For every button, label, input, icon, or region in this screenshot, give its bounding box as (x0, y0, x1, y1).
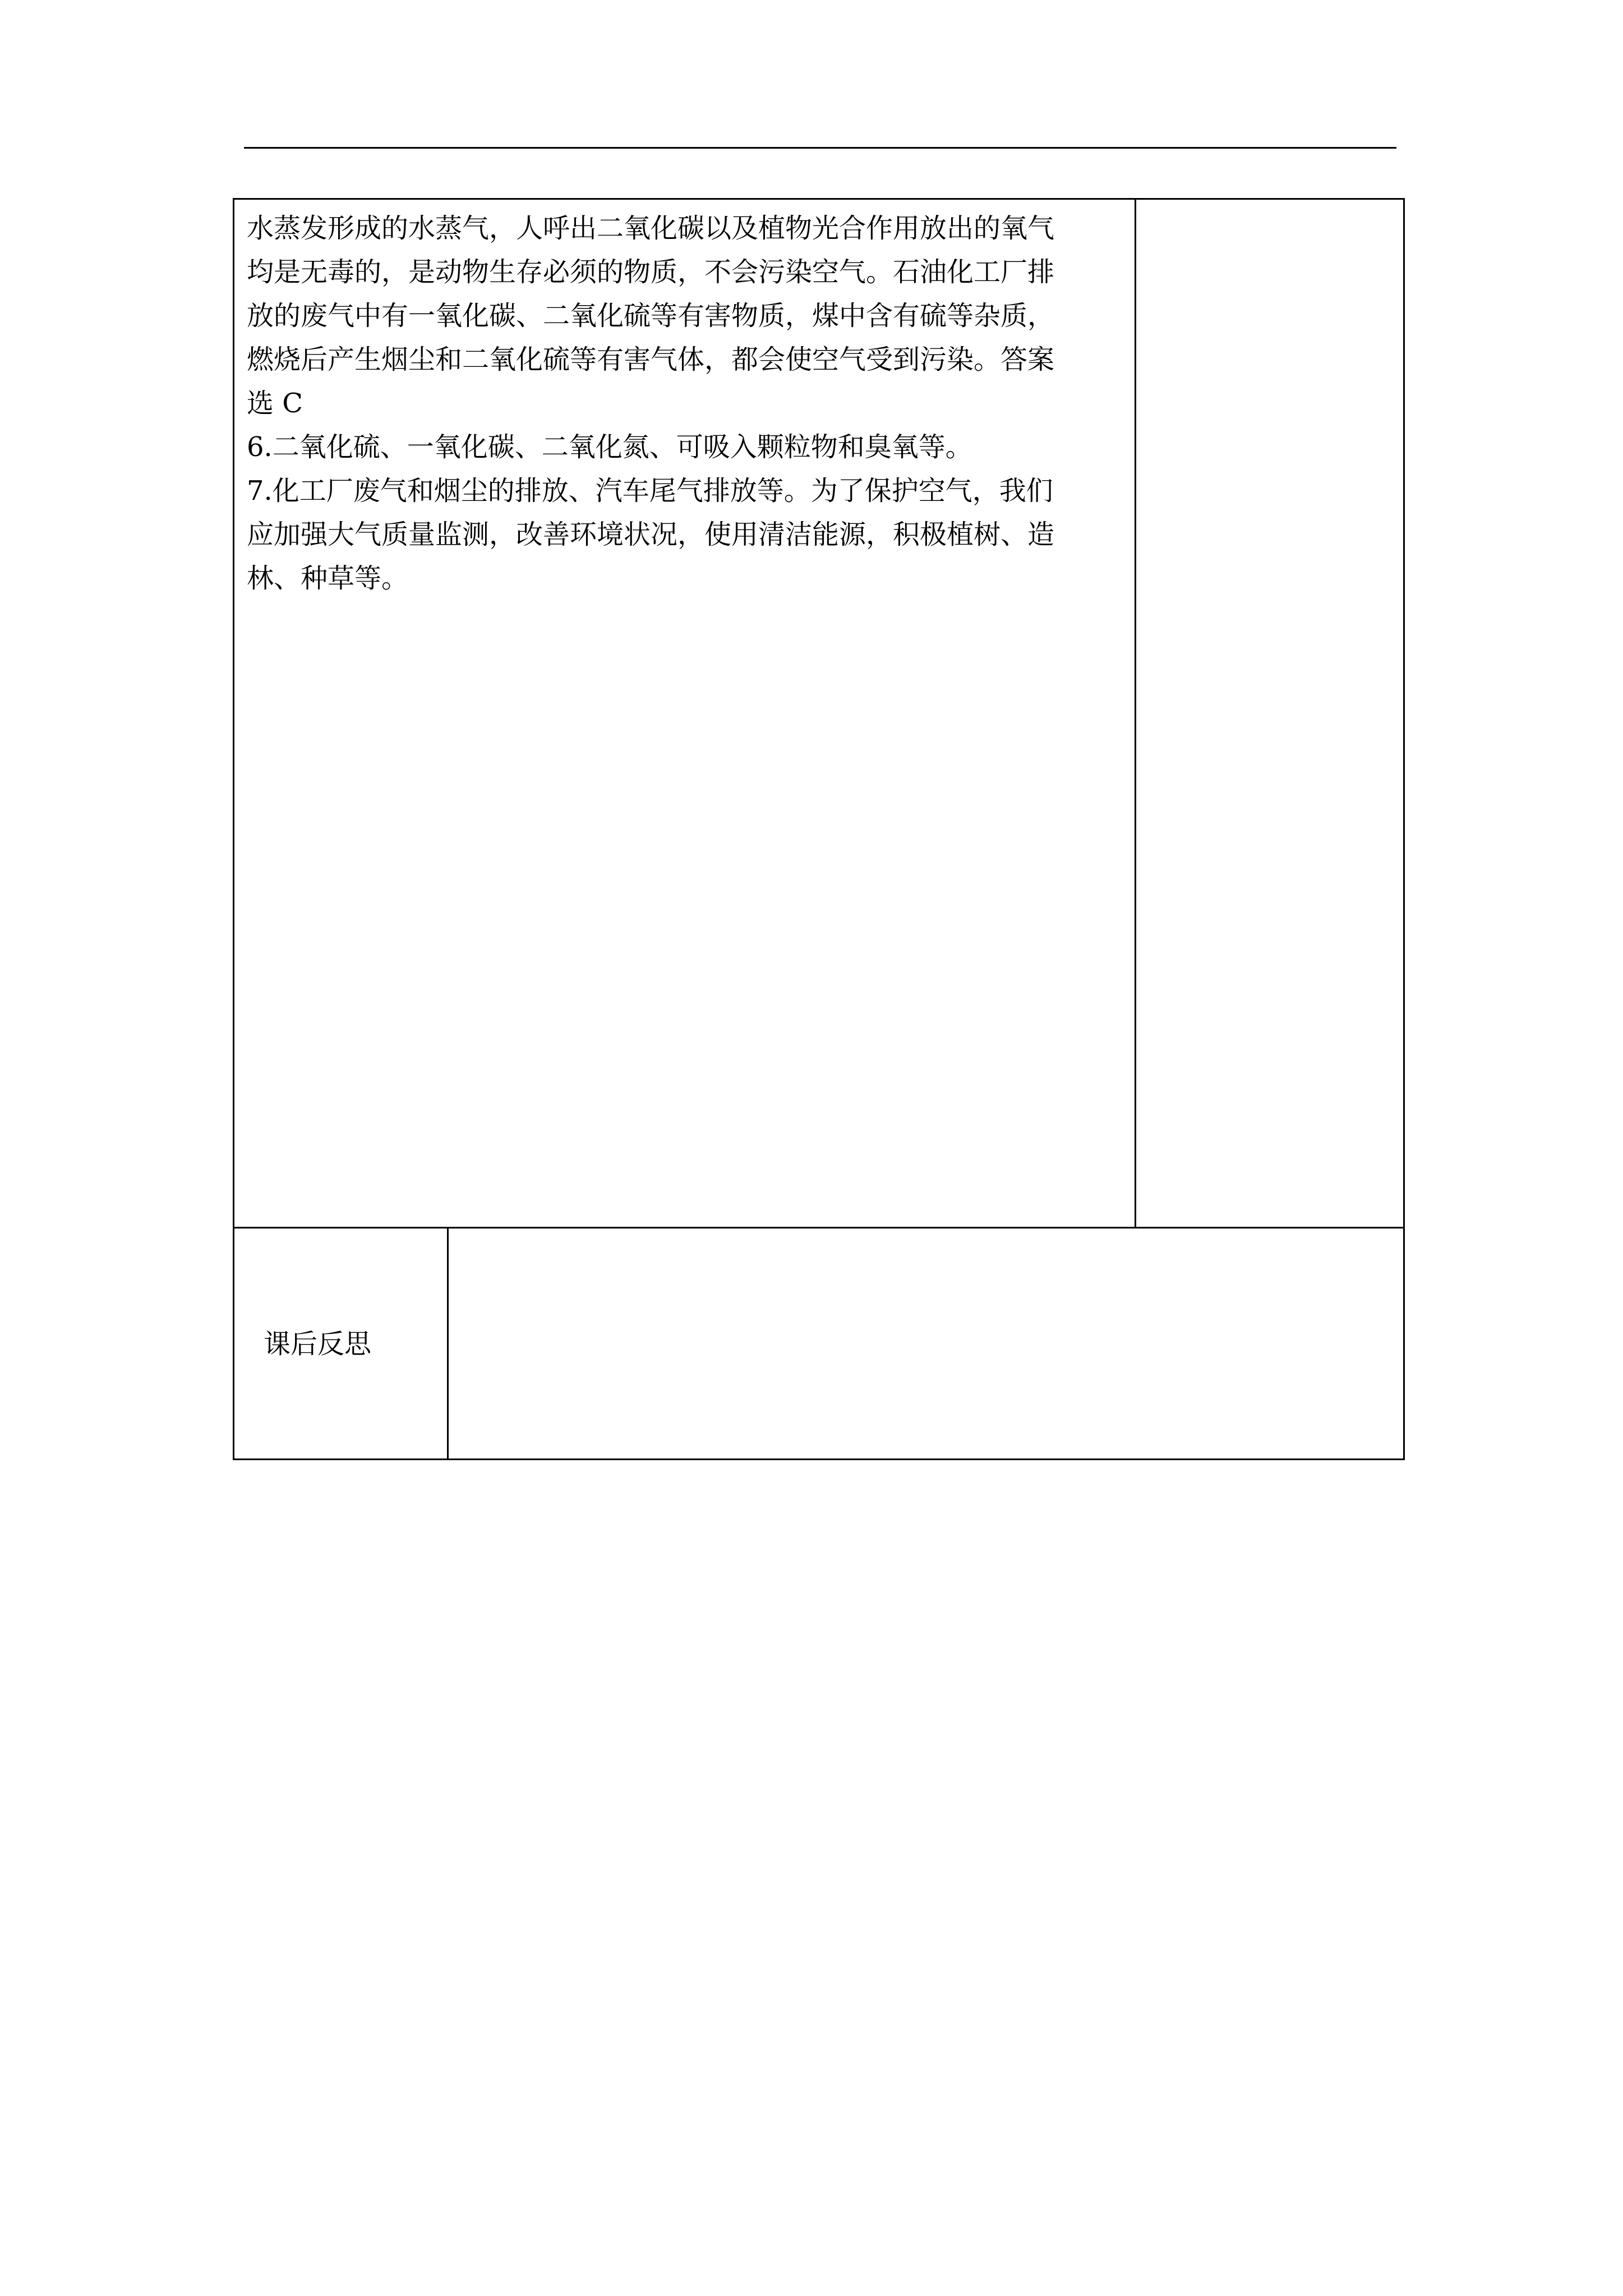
answer-text (247, 206, 1127, 600)
header-rule (244, 147, 1396, 149)
lesson-table (233, 198, 1405, 1460)
reflection-label: 课后反思 (264, 1328, 372, 1360)
answer-line: 7.化工厂废气和烟尘的排放、汽车尾气排放等。为了保护空气，我们 (247, 475, 1053, 507)
answer-line: 均是无毒的，是动物生存必须的物质，不会污染空气。石油化工厂排 (247, 256, 1055, 288)
reflection-label-cell (234, 1228, 449, 1458)
answer-line: 林、种草等。 (247, 563, 409, 594)
answer-line: 水蒸发形成的水蒸气，人呼出二氧化碳以及植物光合作用放出的氧气 (247, 213, 1055, 244)
answer-line: 放的废气中有一氧化碳、二氧化硫等有害物质，煤中含有硫等杂质， (247, 300, 1055, 332)
answer-row (234, 200, 1403, 1228)
answer-content-cell (234, 200, 1136, 1227)
answer-line: 应加强大气质量监测，改善环境状况，使用清洁能源，积极植树、造 (247, 519, 1055, 550)
reflection-row (234, 1228, 1403, 1458)
notes-cell (1136, 200, 1403, 1227)
reflection-content-cell (449, 1228, 1403, 1458)
answer-line: 选 C (247, 388, 303, 419)
answer-line: 燃烧后产生烟尘和二氧化硫等有害气体，都会使空气受到污染。答案 (247, 344, 1055, 375)
answer-line: 6.二氧化硫、一氧化碳、二氧化氮、可吸入颗粒物和臭氧等。 (247, 431, 972, 463)
